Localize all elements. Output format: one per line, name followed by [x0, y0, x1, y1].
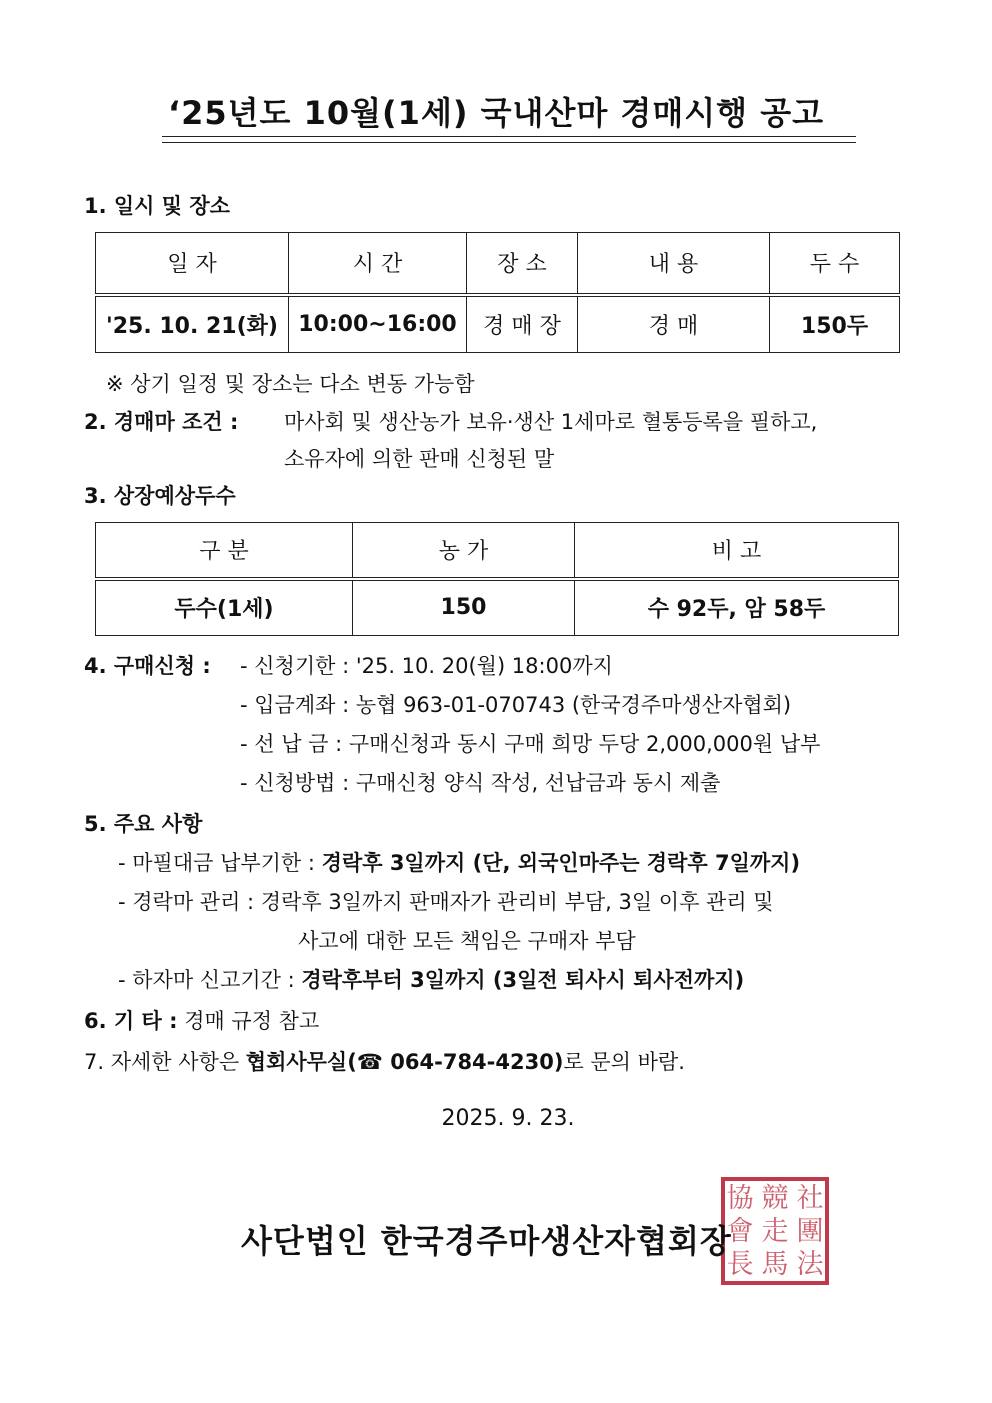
- purchase-method: - 신청방법 : 구매신청 양식 작성, 선납금과 동시 제출: [240, 771, 721, 795]
- defect-report-label: - 하자마 신고기간 :: [118, 968, 302, 992]
- cell-time: 10:00~16:00: [289, 295, 467, 353]
- col-time-header: 시 간: [289, 233, 467, 295]
- schedule-note: ※ 상기 일정 및 장소는 다소 변동 가능함: [106, 372, 475, 396]
- seal-glyph: 競: [761, 1183, 789, 1214]
- col-count-header: 두 수: [770, 233, 900, 295]
- section-3-heading: 3. 상장예상두수: [84, 484, 236, 508]
- issuing-organization: 사단법인 한국경주마생산자협회장: [241, 1222, 732, 1260]
- col-farm-header: 농 가: [353, 523, 575, 579]
- contact-office: 협회사무실(☎ 064-784-4230): [245, 1050, 564, 1074]
- defect-report-period: [118, 964, 744, 994]
- count-header-row: [96, 523, 899, 579]
- schedule-header-row: [96, 233, 900, 295]
- cell-count: 150두: [770, 295, 900, 353]
- col-place-header: 장 소: [467, 233, 578, 295]
- seal-glyph: 走: [761, 1216, 789, 1247]
- section-6-heading: 6. 기 타 :: [84, 1009, 178, 1033]
- seal-glyph: 團: [796, 1216, 824, 1247]
- count-table: [95, 522, 899, 636]
- title-underline: [162, 136, 856, 143]
- seal-glyph: 會: [726, 1216, 754, 1247]
- purchase-deadline: - 신청기한 : '25. 10. 20(월) 18:00까지: [240, 654, 613, 678]
- schedule-row: [96, 295, 900, 353]
- official-seal: [720, 1176, 830, 1286]
- schedule-table: [95, 232, 900, 353]
- col-category-header: 구 분: [96, 523, 353, 579]
- cell-content: 경 매: [578, 295, 770, 353]
- seal-glyph: 長: [726, 1249, 754, 1280]
- contact-prefix: 7. 자세한 사항은: [84, 1050, 246, 1074]
- horse-management-line-1: - 경락마 관리 : 경락후 3일까지 판매자가 관리비 부담, 3일 이후 관리 및: [118, 890, 774, 914]
- section-5-heading: 5. 주요 사항: [84, 812, 203, 836]
- seal-glyph: 協: [726, 1183, 754, 1214]
- horse-management-line-2: 사고에 대한 모든 책임은 구매자 부담: [298, 929, 636, 953]
- cell-place: 경 매 장: [467, 295, 578, 353]
- condition-line-2: 소유자에 의한 판매 신청된 말: [284, 447, 555, 471]
- seal-glyphs: [727, 1183, 825, 1280]
- section-7: [84, 1046, 685, 1076]
- cell-remarks: 수 92두, 암 58두: [575, 579, 899, 636]
- col-content-header: 내 용: [578, 233, 770, 295]
- payment-deadline-label: - 마필대금 납부기한 :: [118, 851, 322, 875]
- page-title: ‘25년도 10월(1세) 국내산마 경매시행 공고: [167, 94, 825, 132]
- seal-glyph: 法: [796, 1249, 824, 1280]
- col-date-header: 일 자: [96, 233, 289, 295]
- cell-category: 두수(1세): [96, 579, 353, 636]
- seal-glyph: 社: [796, 1183, 824, 1214]
- cell-farm: 150: [353, 579, 575, 636]
- cell-date: '25. 10. 21(화): [96, 295, 289, 353]
- defect-report-value: 경락후부터 3일까지 (3일전 퇴사시 퇴사전까지): [301, 968, 745, 992]
- notice-date: 2025. 9. 23.: [441, 1106, 575, 1131]
- section-6: [84, 1005, 319, 1035]
- count-row: [96, 579, 899, 636]
- contact-suffix: 로 문의 바람.: [563, 1050, 685, 1074]
- purchase-account: - 입금계좌 : 농협 963-01-070743 (한국경주마생산자협회): [240, 693, 792, 717]
- condition-line-1: 마사회 및 생산농가 보유·생산 1세마로 혈통등록을 필하고,: [284, 410, 818, 434]
- section-2-heading: 2. 경매마 조건 :: [84, 410, 239, 434]
- col-remarks-header: 비 고: [575, 523, 899, 579]
- payment-deadline-value: 경락후 3일까지 (단, 외국인마주는 경락후 7일까지): [321, 851, 801, 875]
- purchase-deposit: - 선 납 금 : 구매신청과 동시 구매 희망 두당 2,000,000원 납부: [240, 732, 821, 756]
- section-1-heading: 1. 일시 및 장소: [84, 194, 230, 218]
- section-4-heading: 4. 구매신청 :: [84, 654, 211, 678]
- seal-glyph: 馬: [761, 1249, 789, 1280]
- payment-deadline: [118, 847, 800, 877]
- section-6-text: 경매 규정 참고: [184, 1009, 320, 1033]
